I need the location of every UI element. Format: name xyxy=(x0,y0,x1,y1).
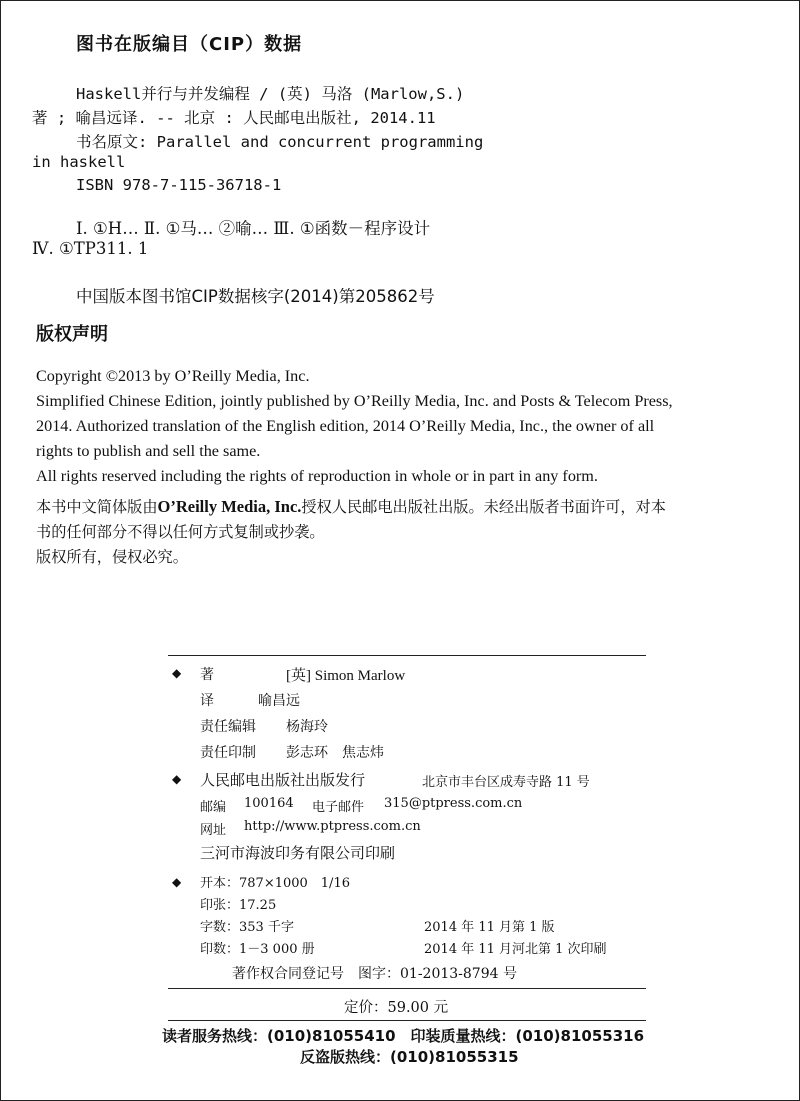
copyright-english xyxy=(36,364,771,489)
copyright-chinese xyxy=(36,494,776,570)
postcode-value: 100164 xyxy=(244,796,294,811)
email-value: 315@ptpress.com.cn xyxy=(384,796,523,811)
website-label: 网址 xyxy=(200,823,227,838)
translator-label: 译 xyxy=(200,693,214,709)
format: 开本：787×1000 1/16 xyxy=(200,876,350,891)
registration: 著作权合同登记号 图字：01-2013-8794 号 xyxy=(232,966,517,982)
price: 定价：59.00 元 xyxy=(344,1000,449,1016)
words: 字数：353 千字 xyxy=(200,920,294,935)
postcode-label: 邮编 xyxy=(200,800,227,815)
cip-isbn: ISBN 978-7-115-36718-1 xyxy=(76,176,282,194)
website-value: http://www.ptpress.com.cn xyxy=(244,819,421,834)
printing-value: 彭志环 焦志炜 xyxy=(286,745,384,761)
edition-line: Simplified Chinese Edition, jointly published by O’Reilly Media, Inc. and Posts & Telecom Press, xyxy=(36,392,673,410)
colophon-bottom-rule xyxy=(168,1020,646,1021)
cip-original-title-cont: in haskell xyxy=(32,153,126,171)
cn-license-pre: 本书中文简体版由 xyxy=(36,498,158,516)
sheets: 印张：17.25 xyxy=(200,898,277,913)
copyright-heading: 版权声明 xyxy=(36,324,108,345)
cip-classification: Ⅰ. ①H… Ⅱ. ①马… ②喻… Ⅲ. ①函数－程序设计 xyxy=(76,219,431,238)
colophon-top-rule xyxy=(168,655,646,656)
author-label: 著 xyxy=(200,667,214,683)
bullet-icon: ◆ xyxy=(172,666,182,680)
cip-check-number: 中国版本图书馆CIP数据核字(2014)第205862号 xyxy=(76,287,435,306)
cip-classification-cont: Ⅳ. ①TP311. 1 xyxy=(32,239,149,258)
copyright-line: Copyright ©2013 by O’Reilly Media, Inc. xyxy=(36,367,310,385)
cn-rights-reserved: 版权所有，侵权必究。 xyxy=(36,548,188,566)
email-label: 电子邮件 xyxy=(312,800,365,815)
rights-line: rights to publish and sell the same. xyxy=(36,442,261,460)
author-value: [英] Simon Marlow xyxy=(286,668,406,684)
publisher: 人民邮电出版社出版发行 xyxy=(200,771,366,789)
cn-license-company: O’Reilly Media, Inc. xyxy=(157,497,302,516)
service-hotlines: 读者服务热线：(010)81055410 印装质量热线：(010)81055316 xyxy=(162,1027,645,1045)
cn-no-copy-line: 书的任何部分不得以任何方式复制或抄袭。 xyxy=(36,523,325,541)
anti-piracy-hotline: 反盗版热线：(010)81055315 xyxy=(300,1048,519,1066)
printer: 三河市海波印务有限公司印刷 xyxy=(200,844,396,862)
bullet-icon: ◆ xyxy=(172,875,182,889)
reserved-line: All rights reserved including the rights of reproduction in whole or in part in any form. xyxy=(36,467,598,485)
printing-label: 责任印制 xyxy=(200,745,256,761)
editor-value: 杨海玲 xyxy=(286,719,328,735)
cip-original-title-line: 书名原文: Parallel and concurrent programming xyxy=(76,133,484,151)
authorization-line: 2014. Authorized translation of the English edition, 2014 O’Reilly Media, Inc., the owner of all xyxy=(36,417,655,435)
address: 北京市丰台区成寿寺路 11 号 xyxy=(422,775,590,790)
cip-title-line: Haskell并行与并发编程 / (英) 马洛 (Marlow,S.) xyxy=(76,85,465,103)
editor-label: 责任编辑 xyxy=(200,719,256,735)
translator-value: 喻昌远 xyxy=(258,693,300,709)
colophon-mid-rule xyxy=(168,988,646,989)
print-run: 印数：1－3 000 册 xyxy=(200,942,315,957)
cip-publisher-line: 著 ; 喻昌远译. -- 北京 : 人民邮电出版社, 2014.11 xyxy=(32,109,436,127)
bullet-icon: ◆ xyxy=(172,772,182,786)
cn-license-post: 授权人民邮电出版社出版。未经出版者书面许可，对本 xyxy=(301,498,666,516)
edition: 2014 年 11 月第 1 版 xyxy=(424,920,555,935)
cn-license-line xyxy=(36,494,776,520)
cip-heading: 图书在版编目（CIP）数据 xyxy=(76,34,303,55)
print-date: 2014 年 11 月河北第 1 次印刷 xyxy=(424,942,607,957)
